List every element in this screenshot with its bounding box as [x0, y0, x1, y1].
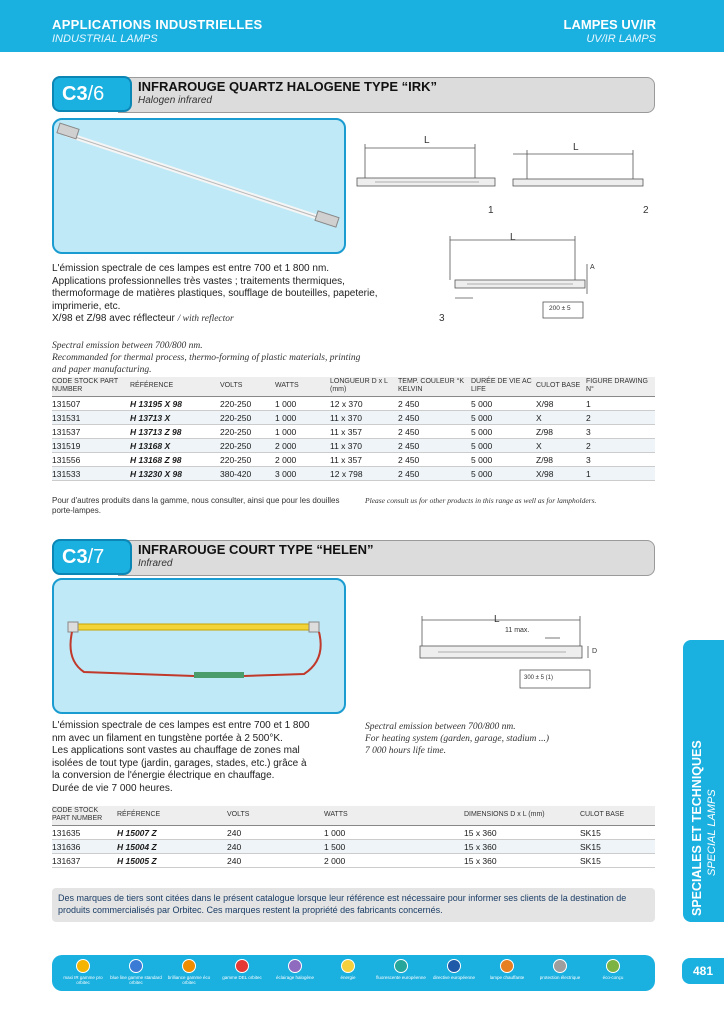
section1-code-prefix: C3 — [62, 83, 88, 105]
halogen-icon — [288, 959, 302, 973]
header-section-subtitle: UV/IR LAMPS — [586, 33, 656, 45]
footer-icon-item — [587, 959, 639, 980]
reflector-en: / with reflector — [177, 314, 234, 324]
cell: 2 450 — [398, 453, 471, 467]
footer-icon-label: brilliance gamme éco orbitec — [167, 975, 211, 985]
cell: H 13713 Z 98 — [130, 425, 220, 439]
footer-icon-item — [428, 959, 480, 980]
section2-subtitle: Infrared — [138, 558, 173, 569]
cell: 2 000 — [275, 453, 330, 467]
col-header: RÉFÉRENCE — [117, 806, 227, 826]
cell: Z/98 — [536, 425, 586, 439]
cell: X/98 — [536, 467, 586, 481]
cell: 220-250 — [220, 439, 275, 453]
footer-icon-label: lampe chauffante — [489, 975, 525, 980]
cell: 220-250 — [220, 453, 275, 467]
cell: H 13230 X 98 — [130, 467, 220, 481]
desc-line: Les applications sont vastes au chauffage de zones mal — [52, 745, 300, 756]
cell: 240 — [227, 840, 324, 854]
cell: 2 — [586, 439, 655, 453]
cell: 11 x 370 — [330, 411, 398, 425]
fluo-icon — [394, 959, 408, 973]
footer-icon-item — [534, 959, 586, 980]
drawing-number-1: 1 — [488, 205, 494, 216]
cell: 5 000 — [471, 467, 536, 481]
cell: 5 000 — [471, 425, 536, 439]
cell: 2 450 — [398, 425, 471, 439]
cell: 220-250 — [220, 411, 275, 425]
drawing2-dim-label: L — [573, 142, 579, 153]
bulb-icon — [129, 959, 143, 973]
drawing-number-3: 3 — [439, 313, 445, 324]
drawing3-dim-a: A — [590, 264, 595, 271]
cell: 1 000 — [275, 397, 330, 411]
section1-subtitle: Halogen infrared — [138, 95, 212, 106]
cell: 3 — [586, 425, 655, 439]
cell: 131533 — [52, 467, 130, 481]
cell: 131519 — [52, 439, 130, 453]
cell: 3 000 — [275, 467, 330, 481]
footer-icon-item — [322, 959, 374, 980]
cell: 3 — [586, 453, 655, 467]
cell: 2 450 — [398, 411, 471, 425]
cell: 131537 — [52, 425, 130, 439]
cell: 1 — [586, 397, 655, 411]
drawing1-dim-label: L — [424, 135, 430, 146]
desc-line: Durée de vie 7 000 heures. — [52, 782, 173, 794]
col-header: CULOT BASE — [536, 377, 586, 397]
ce-icon — [447, 959, 461, 973]
desc-en-line: Spectral emission between 700/800 nm. — [365, 722, 516, 732]
cell: 15 x 360 — [464, 854, 580, 868]
reflector-fr: X/98 et Z/98 avec réflecteur — [52, 313, 175, 324]
drawing-dim-11max: 11 max. — [505, 627, 530, 634]
drawing-dim-d: D — [592, 648, 598, 655]
desc-en-line: Recommanded for thermal process, thermo-forming of plastic materials, printing — [52, 353, 361, 363]
col-header: CODE STOCK PART NUMBER — [52, 806, 117, 826]
col-header: CULOT BASE — [580, 806, 655, 826]
footer-icon-label: blue line gamme standard orbitec — [110, 975, 162, 985]
section2-technical-drawing — [410, 600, 610, 695]
table-row — [52, 439, 655, 453]
bio-icon — [606, 959, 620, 973]
cell: 2 000 — [324, 854, 464, 868]
cell: 12 x 370 — [330, 397, 398, 411]
section1-title: INFRAROUGE QUARTZ HALOGENE TYPE “IRK” — [138, 79, 438, 94]
section1-description-en — [52, 340, 442, 376]
section1-note-en: Please consult us for other products in this range as well as for lampholders. — [365, 496, 597, 505]
desc-en-line: and paper manufacturing. — [52, 365, 152, 375]
desc-en-line: Spectral emission between 700/800 nm. — [52, 341, 203, 351]
footer-icon-item — [57, 959, 109, 985]
desc-en-line: 7 000 hours life time. — [365, 746, 447, 756]
cell: 131531 — [52, 411, 130, 425]
section1-code-num: /6 — [87, 83, 105, 105]
energy-icon — [341, 959, 355, 973]
footer-icon-item — [269, 959, 321, 980]
table-row — [52, 826, 655, 840]
cell: 1 000 — [275, 411, 330, 425]
col-header: VOLTS — [227, 806, 324, 826]
trademark-disclaimer: Des marques de tiers sont citées dans le présent catalogue lorsque leur référence est nécessaire pour informer ses clients de la destination de produits commercialisés par Orbitec. Ces marques restent la propriété des fabricants concernés. — [52, 888, 655, 922]
col-header: WATTS — [324, 806, 464, 826]
footer-icon-label: protection électrique — [539, 975, 581, 980]
table-row — [52, 453, 655, 467]
table-row — [52, 467, 655, 481]
col-header: WATTS — [275, 377, 330, 397]
desc-line: thermoformage de matières plastiques, soufflage de bouteilles, papeterie, — [52, 288, 378, 299]
cell: 220-250 — [220, 425, 275, 439]
footer-icon-label: éco-conçu — [602, 975, 624, 980]
header-category-subtitle: INDUSTRIAL LAMPS — [52, 33, 158, 45]
table-row — [52, 854, 655, 868]
desc-line: la conversion de l'énergie électrique en chauffage. — [52, 770, 275, 781]
cell: H 13168 X — [130, 439, 220, 453]
col-header: TEMP. COULEUR °K KELVIN — [398, 377, 471, 397]
section2-code-num: /7 — [87, 546, 105, 568]
footer-icon-label: fluorescente européenne — [376, 975, 426, 980]
cell: H 13195 X 98 — [130, 397, 220, 411]
sun-icon — [76, 959, 90, 973]
cell: 5 000 — [471, 411, 536, 425]
section2-code-prefix: C3 — [62, 546, 88, 568]
cell: 15 x 360 — [464, 826, 580, 840]
cell: 131635 — [52, 826, 117, 840]
drawing3-dim-label: L — [510, 232, 516, 243]
cell: X/98 — [536, 397, 586, 411]
section2-description-fr — [52, 720, 352, 795]
col-header: CODE STOCK PART NUMBER — [52, 377, 130, 397]
cell: SK15 — [580, 840, 655, 854]
cell: 240 — [227, 826, 324, 840]
cell: SK15 — [580, 854, 655, 868]
section2-title: INFRAROUGE COURT TYPE “HELEN” — [138, 542, 374, 557]
footer-icon-label: énergie — [340, 975, 356, 980]
desc-line: imprimerie, etc. — [52, 300, 121, 312]
desc-en-line: For heating system (garden, garage, stadium ...) — [365, 734, 550, 744]
cell: 380-420 — [220, 467, 275, 481]
col-header: DURÉE DE VIE AC LIFE — [471, 377, 536, 397]
cell: 2 450 — [398, 467, 471, 481]
category-side-tab-text — [683, 640, 724, 922]
cell: SK15 — [580, 826, 655, 840]
cell: 1 — [586, 467, 655, 481]
cell: 1 000 — [324, 826, 464, 840]
footer-icon-item — [216, 959, 268, 980]
table-header-row — [52, 377, 655, 397]
footer-icon-item — [481, 959, 533, 980]
cell: 131556 — [52, 453, 130, 467]
info-icon — [553, 959, 567, 973]
section2-product-table — [52, 806, 655, 868]
infrared-tube-icon — [54, 580, 344, 712]
table-row — [52, 397, 655, 411]
footer-icon-label: maxi IR gamme pro orbitec — [63, 975, 103, 985]
cell: 2 450 — [398, 439, 471, 453]
section1-note-fr: Pour d'autres produits dans la gamme, nous consulter, ainsi que pour les douilles porte-lampes. — [52, 496, 340, 515]
section1-description-fr — [52, 263, 432, 326]
cell: 5 000 — [471, 439, 536, 453]
table-header-row — [52, 806, 655, 826]
footer-icon-label: éclairage halogène — [275, 975, 315, 980]
cell: 11 x 357 — [330, 453, 398, 467]
cell: 12 x 798 — [330, 467, 398, 481]
header-category-title: APPLICATIONS INDUSTRIELLES — [52, 17, 263, 32]
cell: X — [536, 439, 586, 453]
cell: 1 000 — [275, 425, 330, 439]
cell: 11 x 357 — [330, 425, 398, 439]
cell: H 15004 Z — [117, 840, 227, 854]
cell: 2 000 — [275, 439, 330, 453]
cell: H 13168 Z 98 — [130, 453, 220, 467]
flame-icon — [500, 959, 514, 973]
cell: 5 000 — [471, 453, 536, 467]
header-section-title: LAMPES UV/IR — [563, 17, 656, 32]
drawing-dim-300: 300 ± 5 (1) — [524, 675, 553, 681]
cell: 220-250 — [220, 397, 275, 411]
table-row — [52, 425, 655, 439]
cell: H 13713 X — [130, 411, 220, 425]
cell: Z/98 — [536, 453, 586, 467]
desc-line-reflector — [52, 313, 432, 326]
desc-line: isolées de tout type (jardin, garages, stades, etc.) grâce à — [52, 757, 307, 769]
lamp-icon — [182, 959, 196, 973]
col-header: DIMENSIONS D x L (mm) — [464, 806, 580, 826]
cell: 131637 — [52, 854, 117, 868]
drawing-number-2: 2 — [643, 205, 649, 216]
page-number: 481 — [682, 958, 724, 984]
footer-icon-item — [375, 959, 427, 980]
cell: 15 x 360 — [464, 840, 580, 854]
cell: 240 — [227, 854, 324, 868]
cell: 131507 — [52, 397, 130, 411]
cell: 131636 — [52, 840, 117, 854]
drawing-dim-l: L — [494, 614, 500, 625]
desc-line: L'émission spectrale de ces lampes est entre 700 et 1 800 — [52, 720, 310, 731]
col-header: RÉFÉRENCE — [130, 377, 220, 397]
section1-product-table — [52, 377, 655, 481]
cell: 1 500 — [324, 840, 464, 854]
cell: 5 000 — [471, 397, 536, 411]
col-header: VOLTS — [220, 377, 275, 397]
section2-description-en — [365, 721, 655, 757]
drawing3-dim-200: 200 ± 5 — [549, 305, 571, 312]
footer-icon-label: directive européenne — [432, 975, 476, 980]
cell: 2 — [586, 411, 655, 425]
desc-line: L'émission spectrale de ces lampes est entre 700 et 1 800 nm. — [52, 263, 330, 274]
section1-code-badge — [52, 76, 132, 112]
desc-line: nm avec un filament en tungstène portée à 2 500°K. — [52, 732, 283, 744]
cell: H 15005 Z — [117, 854, 227, 868]
cell: H 15007 Z — [117, 826, 227, 840]
side-tab-title: SPECIALES ET TECHNIQUES — [690, 740, 704, 916]
col-header: FIGURE DRAWING N° — [586, 377, 655, 397]
cell: X — [536, 411, 586, 425]
halogen-tube-icon — [54, 120, 344, 252]
section1-product-photo — [52, 118, 346, 254]
desc-line: Applications professionnelles très vastes ; traitements thermiques, — [52, 275, 345, 287]
footer-icon-label: gamme DEL orbitec — [222, 975, 262, 980]
footer-icon-item — [110, 959, 162, 985]
cell: 2 450 — [398, 397, 471, 411]
section2-code-badge — [52, 539, 132, 575]
table-row — [52, 411, 655, 425]
section2-product-photo — [52, 578, 346, 714]
table-row — [52, 840, 655, 854]
side-tab-subtitle: SPECIAL LAMPS — [706, 789, 718, 876]
col-header: LONGUEUR D x L (mm) — [330, 377, 398, 397]
footer-icon-item — [163, 959, 215, 985]
cell: 11 x 370 — [330, 439, 398, 453]
led-icon — [235, 959, 249, 973]
